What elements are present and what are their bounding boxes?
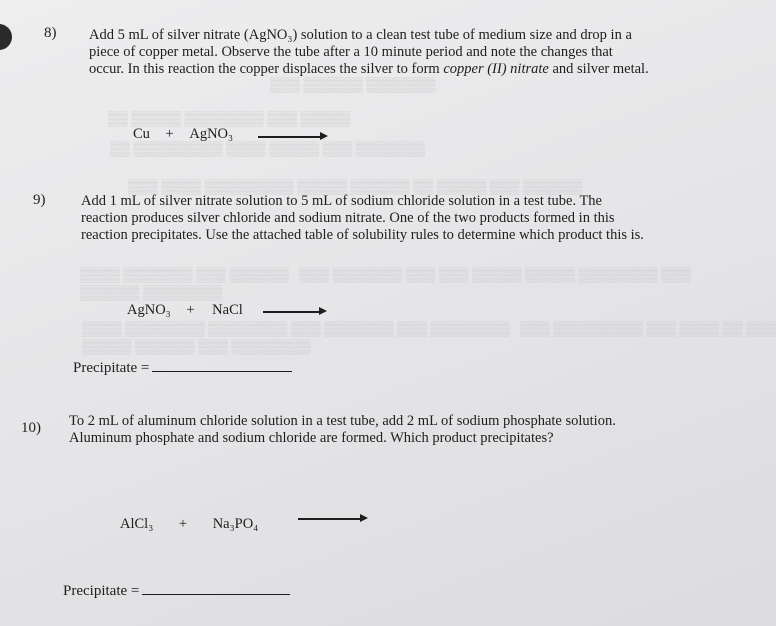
question-8-reactant-1: Cu [133,126,150,142]
question-10-number: 10) [21,420,41,436]
question-10-answer-blank[interactable] [142,582,290,595]
question-10-precipitate [63,582,290,600]
question-9-reaction-arrow [263,311,321,313]
question-8-text-part-a: Add 5 mL of silver nitrate (AgNO₃) solution to a clean test tube of medium size and drop in a piece of copper metal. Observe the tube after a 10 minute period and note the changes that occur. In this reaction the copper displaces the silver to form [89,27,632,77]
question-10-reactant-1: AlCl₃ [120,516,154,532]
question-8-reactant-2: AgNO₃ [189,126,234,142]
show-through-text: ▒▒ ▒▒▒▒▒▒▒▒▒ ▒▒▒▒ ▒▒▒▒▒ ▒▒▒ ▒▒▒▒▒▒▒ [110,142,426,157]
question-9-precipitate [73,359,292,377]
question-8-text-italic: copper (II) nitrate [443,61,549,77]
show-through-text: ▒▒▒▒ ▒▒▒▒▒▒▒▒ ▒▒▒▒▒▒▒▒ ▒▒▒ ▒▒▒▒▒▒▒ ▒▒▒ ▒▒▒▒▒▒▒▒ ▒▒▒ ▒▒▒▒▒▒▒▒▒ ▒▒▒ ▒▒▒▒ ▒▒ ▒▒▒ [82,322,776,337]
question-8-text-part-b: and silver metal. [548,61,649,77]
question-9-precipitate-label: Precipitate = [73,360,150,376]
question-10-equation [120,516,258,533]
question-10-precipitate-label: Precipitate = [63,583,140,599]
question-8-plus: + [165,126,174,142]
question-9-number: 9) [33,192,46,208]
show-through-text: ▒▒▒ ▒▒▒▒▒▒ ▒▒▒▒▒▒▒ [270,78,436,93]
question-9-text: Add 1 mL of silver nitrate solution to 5 mL of sodium chloride solution in a test tube. The reaction produces silver chloride and sodium nitrate. One of the two products formed in this reaction precipitates. Use the attached table of solubility rules to determine which product this is. [81,193,644,243]
show-through-text: ▒▒▒▒▒▒ ▒▒▒▒▒▒▒▒ [80,286,223,301]
question-9-reactant-1: AgNO₃ [127,302,171,318]
question-10-text: To 2 mL of aluminum chloride solution in a test tube, add 2 mL of sodium phosphate solution. Aluminum phosphate and sodium chloride are formed. Which product precipitates? [69,413,616,446]
show-through-text: ▒▒▒▒ ▒▒▒▒▒▒▒ ▒▒▒ ▒▒▒▒▒▒ ▒▒▒ ▒▒▒▒▒▒▒ ▒▒▒ ▒▒▒ ▒▒▒▒▒ ▒▒▒▒▒ ▒▒▒▒▒▒▒▒ ▒▒▒ [80,268,691,283]
binder-hole [0,24,12,50]
question-9-equation [127,302,243,319]
question-9-plus: + [186,302,195,318]
question-8-equation [133,126,233,143]
question-9-reactant-2: NaCl [212,302,243,318]
question-10-plus: + [178,516,188,532]
question-8-text [89,27,649,78]
question-9-answer-blank[interactable] [152,359,292,372]
question-8-reaction-arrow [258,136,322,138]
show-through-text: ▒▒ ▒▒▒▒▒ ▒▒▒▒▒▒▒▒ ▒▒▒ ▒▒▒▒▒ [108,112,351,127]
question-8-number: 8) [44,25,57,41]
show-through-text: ▒▒▒ ▒▒▒▒ ▒▒▒▒▒▒▒▒▒ ▒▒▒▒▒ ▒▒▒▒▒▒ ▒▒ ▒▒▒▒▒ ▒▒▒ ▒▒▒▒▒▒ [128,180,583,195]
show-through-text: ▒▒▒▒▒ ▒▒▒▒▒▒ ▒▒▒ ▒▒▒▒▒▒▒▒ [82,340,311,355]
question-10-reactant-2: Na₃PO₄ [212,516,259,532]
question-10-reaction-arrow [298,518,362,520]
